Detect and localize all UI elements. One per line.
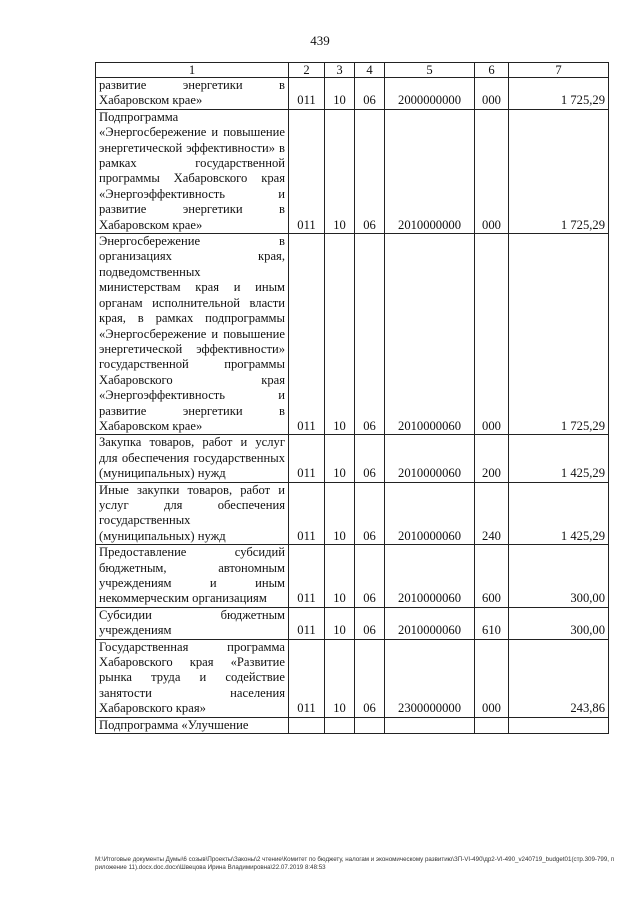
- target-code-cell: 2300000000: [385, 639, 475, 717]
- subsection-cell: 06: [355, 78, 385, 110]
- amount-cell: 1 725,29: [509, 78, 609, 110]
- header-col-2: 2: [289, 63, 325, 78]
- target-code-cell: 2010000060: [385, 482, 475, 545]
- ministry-code-cell: 011: [289, 435, 325, 482]
- section-cell: 10: [325, 607, 355, 639]
- ministry-code-cell: 011: [289, 482, 325, 545]
- header-col-3: 3: [325, 63, 355, 78]
- row-name-cell: Предоставление субсидий бюджетным, автономным учреждениям и иным некоммерческим организациям: [96, 545, 289, 608]
- expense-type-cell: 000: [475, 109, 509, 233]
- file-path-footer: M:\Итоговые документы Думы\6 созыв\Проекты\Законы\2 чтение\Комитет по бюджету, налогам и экономическому развитию\ЗП-VI-490\др2-VI-490_v240719_budget01(стр.309-799, приложение 11).docx.doc.docx\Швецова Ирина Владимировна\22.07.2019 8:48:53: [95, 856, 615, 871]
- row-name-cell: Подпрограмма «Энергосбережение и повышение энергетической эффективности» в рамках государственной программы Хабаровского края «Энергоэффективность и развитие энергетики в Хабаровском крае»: [96, 109, 289, 233]
- row-name-cell: Государственная программа Хабаровского края «Развитие рынка труда и содействие занятости населения Хабаровского края»: [96, 639, 289, 717]
- amount-cell: 1 725,29: [509, 234, 609, 435]
- page-number: 439: [310, 33, 330, 48]
- section-cell: 10: [325, 545, 355, 608]
- target-code-cell: 2010000060: [385, 607, 475, 639]
- ministry-code-cell: 011: [289, 234, 325, 435]
- section-cell: 10: [325, 109, 355, 233]
- section-cell: 10: [325, 482, 355, 545]
- header-col-1: 1: [96, 63, 289, 78]
- target-code-cell: 2010000060: [385, 234, 475, 435]
- expense-type-cell: 610: [475, 607, 509, 639]
- table-row: [96, 639, 609, 717]
- subsection-cell: 06: [355, 435, 385, 482]
- amount-cell: [509, 717, 609, 733]
- ministry-code-cell: 011: [289, 78, 325, 110]
- table-row: [96, 545, 609, 608]
- ministry-code-cell: 011: [289, 109, 325, 233]
- budget-table: [95, 62, 609, 734]
- section-cell: 10: [325, 234, 355, 435]
- table-row: [96, 78, 609, 110]
- amount-cell: 300,00: [509, 607, 609, 639]
- ministry-code-cell: 011: [289, 607, 325, 639]
- section-cell: [325, 717, 355, 733]
- target-code-cell: [385, 717, 475, 733]
- header-col-7: 7: [509, 63, 609, 78]
- row-name-cell: Энергосбережение в организациях края, подведомственных министерствам края и иным органам исполнительной власти края, в рамках подпрограммы «Энергосбережение и повышение энергетической эффективности» государственной программы Хабаровского края «Энергоэффективность и развитие энергетики в Хабаровском крае»: [96, 234, 289, 435]
- subsection-cell: 06: [355, 109, 385, 233]
- subsection-cell: 06: [355, 607, 385, 639]
- row-name-cell: развитие энергетики в Хабаровском крае»: [96, 78, 289, 110]
- row-name-cell: Иные закупки товаров, работ и услуг для обеспечения государственных (муниципальных) нужд: [96, 482, 289, 545]
- amount-cell: 243,86: [509, 639, 609, 717]
- subsection-cell: 06: [355, 545, 385, 608]
- table-row: [96, 607, 609, 639]
- table-row: [96, 435, 609, 482]
- expense-type-cell: [475, 717, 509, 733]
- amount-cell: 300,00: [509, 545, 609, 608]
- row-name-cell: Подпрограмма «Улучшение: [96, 717, 289, 733]
- ministry-code-cell: 011: [289, 545, 325, 608]
- section-cell: 10: [325, 78, 355, 110]
- table-row: [96, 234, 609, 435]
- ministry-code-cell: 011: [289, 639, 325, 717]
- expense-type-cell: 000: [475, 78, 509, 110]
- amount-cell: 1 725,29: [509, 109, 609, 233]
- row-name-cell: Субсидии бюджетным учреждениям: [96, 607, 289, 639]
- subsection-cell: 06: [355, 482, 385, 545]
- table-row: [96, 109, 609, 233]
- expense-type-cell: 200: [475, 435, 509, 482]
- expense-type-cell: 240: [475, 482, 509, 545]
- header-col-5: 5: [385, 63, 475, 78]
- target-code-cell: 2010000060: [385, 545, 475, 608]
- subsection-cell: 06: [355, 234, 385, 435]
- section-cell: 10: [325, 435, 355, 482]
- expense-type-cell: 000: [475, 639, 509, 717]
- target-code-cell: 2010000060: [385, 435, 475, 482]
- target-code-cell: 2000000000: [385, 78, 475, 110]
- amount-cell: 1 425,29: [509, 435, 609, 482]
- section-cell: 10: [325, 639, 355, 717]
- table-row: [96, 482, 609, 545]
- table-header-row: [96, 63, 609, 78]
- subsection-cell: [355, 717, 385, 733]
- expense-type-cell: 000: [475, 234, 509, 435]
- target-code-cell: 2010000000: [385, 109, 475, 233]
- ministry-code-cell: [289, 717, 325, 733]
- expense-type-cell: 600: [475, 545, 509, 608]
- header-col-4: 4: [355, 63, 385, 78]
- table-row: [96, 717, 609, 733]
- header-col-6: 6: [475, 63, 509, 78]
- subsection-cell: 06: [355, 639, 385, 717]
- row-name-cell: Закупка товаров, работ и услуг для обеспечения государственных (муниципальных) нужд: [96, 435, 289, 482]
- amount-cell: 1 425,29: [509, 482, 609, 545]
